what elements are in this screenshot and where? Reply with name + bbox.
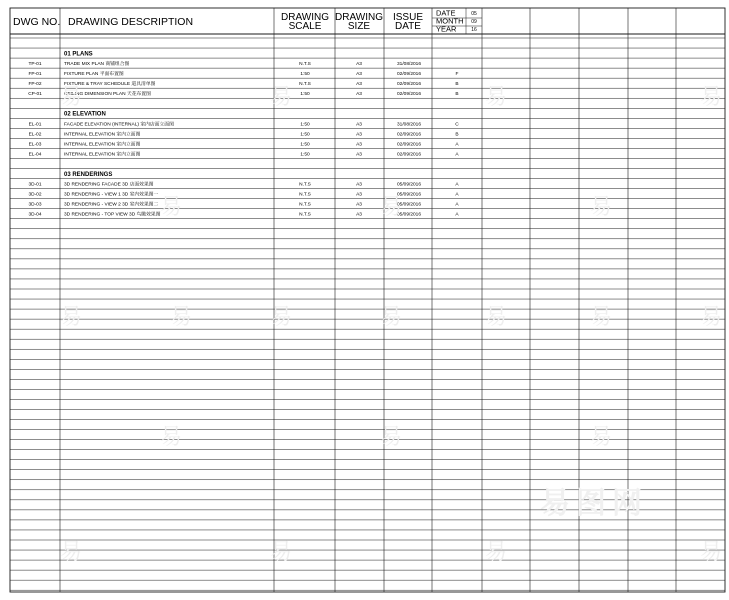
header-size-line2: SIZE bbox=[347, 21, 371, 32]
watermark-glyph: 易 bbox=[700, 540, 723, 565]
cell-scale: 1:50 bbox=[300, 72, 310, 78]
cell-dwg-no: TP-01 bbox=[28, 62, 42, 68]
header-scale-line2: SCALE bbox=[288, 21, 322, 32]
cell-issue-date: 05/09/2016 bbox=[396, 212, 422, 218]
watermark-glyph: 易 bbox=[380, 195, 403, 220]
cell-revision: A bbox=[455, 192, 459, 198]
cell-dwg-no: 3D-01 bbox=[28, 182, 42, 188]
watermark-glyph: 易 bbox=[60, 305, 83, 330]
cell-size: A3 bbox=[356, 122, 362, 128]
cell-revision: B bbox=[455, 82, 459, 88]
cell-dwg-no: EL-01 bbox=[28, 122, 42, 128]
watermark-glyph: 易 bbox=[380, 305, 403, 330]
cell-scale: N.T.S bbox=[299, 192, 311, 198]
watermark-glyph: 易 bbox=[60, 540, 83, 565]
cell-dwg-no: EL-02 bbox=[28, 132, 42, 138]
cell-description: 3D RENDERING FACADE 3D 店面效果图 bbox=[64, 182, 154, 188]
cell-revision: A bbox=[455, 202, 459, 208]
header-size-line1: DRAWING bbox=[335, 12, 383, 23]
cell-size: A3 bbox=[356, 82, 362, 88]
cell-description: TRADE MIX PLAN 商铺组合图 bbox=[64, 62, 130, 68]
cell-description: FACADE ELEVATION (INTERNAL) 室内店面立面图 bbox=[64, 122, 174, 128]
cell-scale: N.T.S bbox=[299, 62, 311, 68]
cell-dwg-no: 3D-02 bbox=[28, 192, 42, 198]
table-body bbox=[28, 51, 459, 217]
section-title: 01 PLANS bbox=[64, 51, 93, 58]
watermark-glyph: 易 bbox=[270, 85, 293, 110]
header-issue-line1: ISSUE bbox=[392, 12, 424, 23]
watermark-glyph: 易 bbox=[60, 85, 83, 110]
cell-scale: 1:50 bbox=[300, 92, 310, 98]
cell-description: INTERNAL ELEVATION 室内立面图 bbox=[64, 152, 141, 158]
cell-issue-date: 02/09/2016 bbox=[396, 142, 422, 148]
cell-dwg-no: 3D-04 bbox=[28, 212, 42, 218]
date-label-month: MONTH bbox=[436, 16, 464, 26]
cell-description: 3D RENDERING - VIEW 2 3D 室内效果图二 bbox=[64, 202, 159, 208]
cell-revision: A bbox=[455, 142, 459, 148]
cell-dwg-no: 3D-03 bbox=[28, 202, 42, 208]
cell-size: A3 bbox=[356, 92, 362, 98]
cell-scale: N.T.S bbox=[299, 182, 311, 188]
cell-size: A3 bbox=[356, 192, 362, 198]
cell-description: FIXTURE PLAN 平面布置图 bbox=[64, 72, 124, 78]
watermark-glyph: 易 bbox=[380, 425, 403, 450]
watermark-glyph: 易 bbox=[590, 195, 613, 220]
cell-size: A3 bbox=[356, 132, 362, 138]
cell-size: A3 bbox=[356, 142, 362, 148]
cell-size: A3 bbox=[356, 152, 362, 158]
cell-dwg-no: CP-01 bbox=[28, 92, 42, 98]
watermark-glyph: 易 bbox=[270, 540, 293, 565]
cell-issue-date: 05/09/2016 bbox=[396, 202, 422, 208]
cell-revision: B bbox=[455, 92, 459, 98]
cell-revision: A bbox=[455, 152, 459, 158]
cell-revision: A bbox=[455, 182, 459, 188]
cell-size: A3 bbox=[356, 62, 362, 68]
section-title: 02 ELEVATION bbox=[64, 111, 106, 118]
cell-scale: 1:50 bbox=[300, 122, 310, 128]
cell-description: 3D RENDERING - VIEW 1 3D 室内效果图一 bbox=[64, 192, 159, 198]
cell-description: FIXTURE & TRAY SCHEDULE 道具清单图 bbox=[64, 82, 156, 88]
cell-scale: 1:50 bbox=[300, 142, 310, 148]
cell-issue-date: 31/08/2016 bbox=[396, 122, 422, 128]
watermark-glyph: 易 bbox=[160, 425, 183, 450]
watermark-logo: 易图网 bbox=[540, 486, 648, 521]
cell-revision: C bbox=[455, 122, 459, 128]
section-title: 03 RENDERINGS bbox=[64, 171, 113, 178]
watermark-glyph: 易 bbox=[700, 305, 723, 330]
watermark-glyph: 易 bbox=[485, 85, 508, 110]
cell-scale: N.T.S bbox=[299, 202, 311, 208]
cell-scale: N.T.S bbox=[299, 212, 311, 218]
cell-scale: 1:50 bbox=[300, 152, 310, 158]
cell-issue-date: 02/09/2016 bbox=[396, 152, 422, 158]
cell-dwg-no: FP-01 bbox=[28, 72, 42, 78]
cell-issue-date: 02/09/2016 bbox=[396, 82, 422, 88]
cell-issue-date: 02/09/2016 bbox=[396, 92, 422, 98]
cell-scale: 1:50 bbox=[300, 132, 310, 138]
table-header bbox=[13, 9, 477, 34]
watermark-glyph: 易 bbox=[270, 305, 293, 330]
header-description: DRAWING DESCRIPTION bbox=[68, 16, 194, 28]
cell-scale: N.T.S bbox=[299, 82, 311, 88]
cell-size: A3 bbox=[356, 72, 362, 78]
cell-size: A3 bbox=[356, 202, 362, 208]
watermark-glyph: 易 bbox=[590, 425, 613, 450]
cell-dwg-no: FP-02 bbox=[28, 82, 42, 88]
watermark-glyph: 易 bbox=[160, 195, 183, 220]
cell-issue-date: 02/09/2016 bbox=[396, 132, 422, 138]
watermark-glyph: 易 bbox=[170, 305, 193, 330]
date-value-year: 16 bbox=[471, 27, 477, 33]
header-scale-line1: DRAWING bbox=[281, 12, 329, 23]
watermark-glyph: 易 bbox=[700, 85, 723, 110]
date-label-year: YEAR bbox=[436, 24, 457, 34]
date-value-month: 09 bbox=[471, 19, 477, 25]
cell-size: A3 bbox=[356, 182, 362, 188]
watermark-glyph: 易 bbox=[485, 305, 508, 330]
watermark-glyph: 易 bbox=[485, 540, 508, 565]
cell-description: 3D RENDERING - TOP VIEW 3D 鸟瞰效果图 bbox=[64, 212, 161, 218]
cell-issue-date: 31/08/2016 bbox=[396, 62, 422, 68]
date-label-day: DATE bbox=[436, 8, 456, 18]
date-value-day: 05 bbox=[471, 11, 477, 17]
cell-revision: B bbox=[455, 132, 459, 138]
cell-dwg-no: EL-03 bbox=[28, 142, 42, 148]
cell-description: INTERNAL ELEVATION 室内立面图 bbox=[64, 142, 141, 148]
cell-revision: F bbox=[455, 72, 459, 78]
cell-issue-date: 05/09/2016 bbox=[396, 192, 422, 198]
cell-issue-date: 02/09/2016 bbox=[396, 72, 422, 78]
cell-issue-date: 05/09/2016 bbox=[396, 182, 422, 188]
cell-revision: A bbox=[455, 212, 459, 218]
header-issue-line2: DATE bbox=[395, 21, 421, 32]
cell-dwg-no: EL-04 bbox=[28, 152, 42, 158]
cell-size: A3 bbox=[356, 212, 362, 218]
header-dwg-no: DWG NO. bbox=[13, 16, 61, 28]
watermark-glyph: 易 bbox=[590, 305, 613, 330]
cell-description: INTERNAL ELEVATION 室内立面图 bbox=[64, 132, 141, 138]
cell-description: CEILING DIMENSION PLAN 天花布置图 bbox=[64, 92, 151, 98]
